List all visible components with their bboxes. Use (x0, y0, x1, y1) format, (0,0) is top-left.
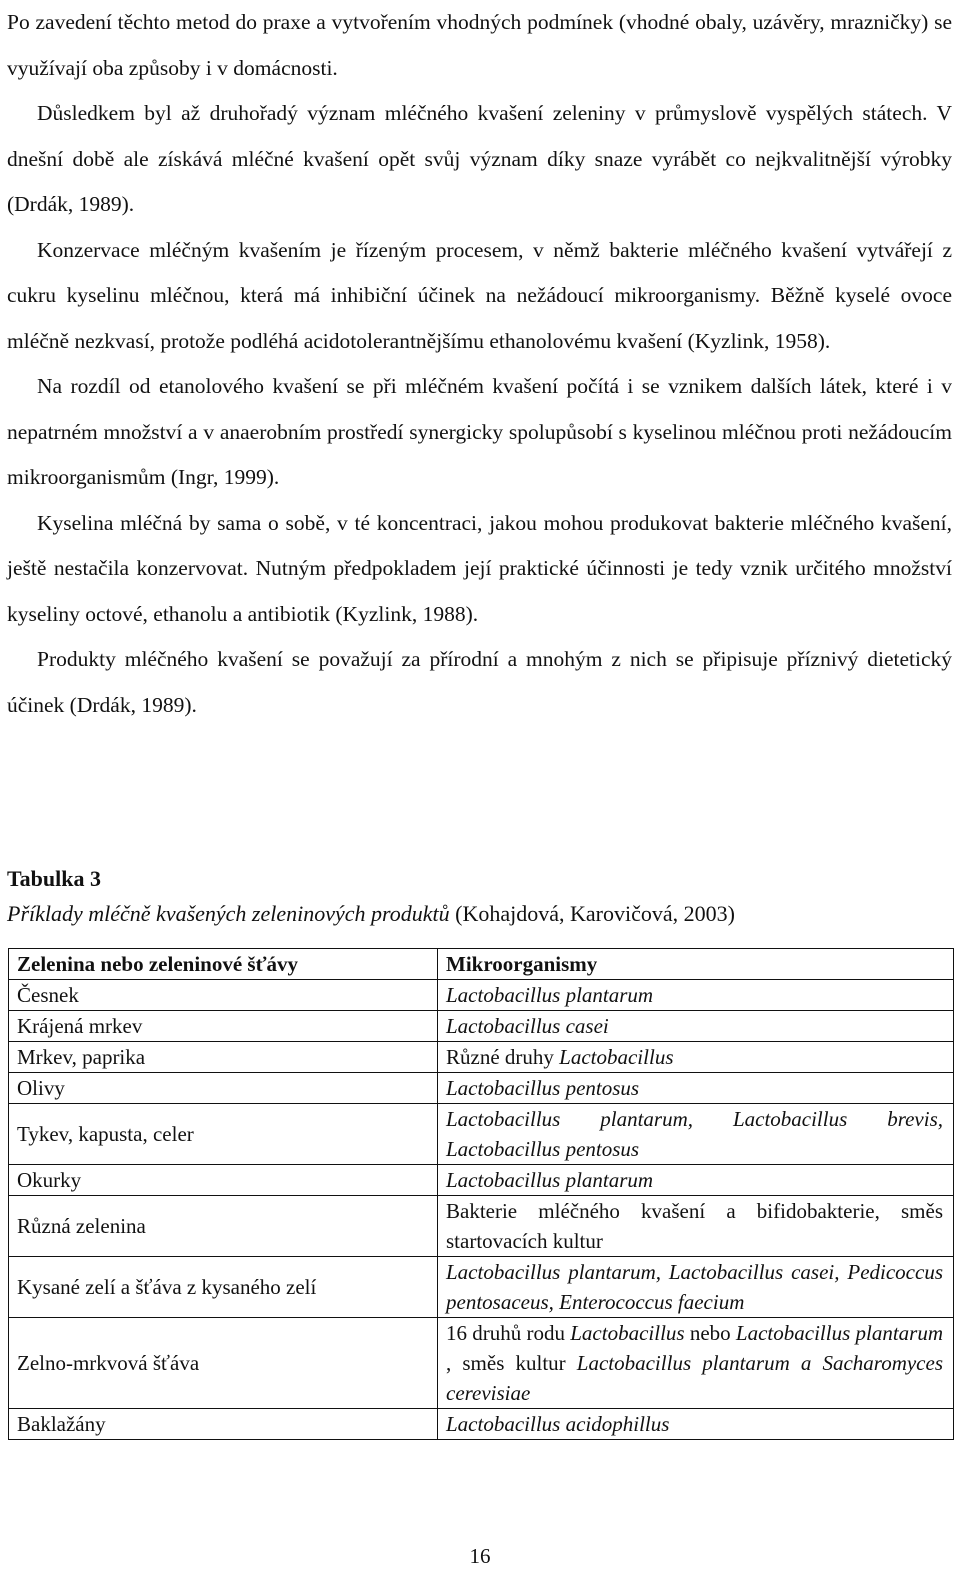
organism-text: Lactobacillus plantarum (446, 983, 654, 1007)
paragraph-1: Po zavedení těchto metod do praxe a vytvořením vhodných podmínek (vhodné obaly, uzávěry, mrazničky) se využívají oba způsoby i v domácnosti. (7, 10, 952, 80)
organism-text: nebo (684, 1321, 736, 1345)
organism-text: Lactobacillus acidophillus (446, 1412, 670, 1436)
paragraph-5: Kyselina mléčná by sama o sobě, v té koncentraci, jakou mohou produkovat bakterie mléčného kvašení, ještě nestačila konzervovat. Nutným předpokladem její praktické účinnosti je tedy vznik určitého množství kyseliny octové, ethanolu a antibiotik (Kyzlink, 1988). (7, 510, 952, 626)
organism-text: Lactobacillus plantarum, Lactobacillus brevis, Lactobacillus pentosus (446, 1107, 943, 1161)
organism-text: 16 druhů rodu (446, 1321, 571, 1345)
organism-text: Bakterie mléčného kvašení a bifidobakterie, směs startovacích kultur (446, 1199, 943, 1253)
table-row (9, 1165, 954, 1196)
cell-microorganisms (438, 1318, 954, 1409)
organism-text: Lactobacillus plantarum a Sacharomyces cerevisiae (446, 1351, 943, 1405)
cell-microorganisms (438, 1196, 954, 1257)
cell-vegetable: Česnek (9, 980, 438, 1011)
paragraph-6: Produkty mléčného kvašení se považují za přírodní a mnohým z nich se připisuje příznivý dietetický účinek (Drdák, 1989). (7, 647, 952, 717)
cell-vegetable: Okurky (9, 1165, 438, 1196)
cell-vegetable: Zelno-mrkvová šťáva (9, 1318, 438, 1409)
organism-text: Lactobacillus plantarum, Lactobacillus casei, Pedicoccus pentosaceus, Enterococcus faecium (446, 1260, 943, 1314)
table-title: Tabulka 3 (7, 866, 101, 891)
table-caption-italic: Příklady mléčně kvašených zeleninových produktů (7, 901, 450, 926)
organism-text: Lactobacillus plantarum (735, 1321, 944, 1345)
table-caption-source: (Kohajdová, Karovičová, 2003) (449, 901, 735, 926)
page-number: 16 (469, 1544, 491, 1568)
cell-vegetable: Tykev, kapusta, celer (9, 1104, 438, 1165)
paragraph-2: Důsledkem byl až druhořadý význam mléčného kvašení zeleniny v průmyslově vyspělých státech. V dnešní době ale získává mléčné kvašení opět svůj význam díky snaze vyrábět co nejkvalitnější výrobky (Drdák, 1989). (7, 101, 952, 216)
vegetable-products-table (8, 948, 954, 1440)
cell-vegetable: Baklažány (9, 1409, 438, 1440)
table-caption (7, 901, 735, 927)
cell-vegetable: Krájená mrkev (9, 1011, 438, 1042)
organism-text: Lactobacillus (570, 1321, 685, 1345)
table-row (9, 1011, 954, 1042)
organism-text: Lactobacillus pentosus (446, 1076, 640, 1100)
cell-microorganisms (438, 1011, 954, 1042)
cell-microorganisms (438, 1257, 954, 1318)
table-header-row (9, 949, 954, 980)
paragraph-3: Konzervace mléčným kvašením je řízeným procesem, v němž bakterie mléčného kvašení vytvářejí z cukru kyselinu mléčnou, která má inhibiční účinek na nežádoucí mikroorganismy. Běžně kyselé ovoce mléčně nezkvasí, protože podléhá acidotolerantnějšímu ethanolovému kvašení (Kyzlink, 1958). (7, 237, 952, 353)
table-row (9, 1196, 954, 1257)
organism-text: , směs kultur (446, 1351, 577, 1375)
paragraph-4: Na rozdíl od etanolového kvašení se při mléčném kvašení počítá i se vznikem dalších látek, které i v nepatrném množství a v anaerobním prostředí synergicky spolupůsobí s kyselinou mléčnou proti nežádoucím mikroorganismům (Ingr, 1999). (7, 374, 952, 489)
cell-microorganisms (438, 1104, 954, 1165)
body-text (7, 0, 952, 728)
cell-microorganisms (438, 1073, 954, 1104)
table-row (9, 1409, 954, 1440)
cell-vegetable: Olivy (9, 1073, 438, 1104)
table-row (9, 1042, 954, 1073)
cell-vegetable: Kysané zelí a šťáva z kysaného zelí (9, 1257, 438, 1318)
organism-text: Lactobacillus plantarum (446, 1168, 654, 1192)
table-row (9, 1257, 954, 1318)
header-vegetables: Zelenina nebo zeleninové šťávy (9, 949, 438, 980)
cell-microorganisms (438, 1042, 954, 1073)
table-row (9, 1318, 954, 1409)
organism-text: Různé druhy (446, 1045, 560, 1069)
cell-vegetable: Mrkev, paprika (9, 1042, 438, 1073)
header-microorganisms: Mikroorganismy (438, 949, 954, 980)
cell-microorganisms (438, 1409, 954, 1440)
table-row (9, 1073, 954, 1104)
cell-microorganisms (438, 1165, 954, 1196)
cell-microorganisms (438, 980, 954, 1011)
organism-text: Lactobacillus casei (446, 1014, 609, 1038)
table-row (9, 980, 954, 1011)
organism-text: Lactobacillus (559, 1045, 674, 1069)
cell-vegetable: Různá zelenina (9, 1196, 438, 1257)
table-row (9, 1104, 954, 1165)
